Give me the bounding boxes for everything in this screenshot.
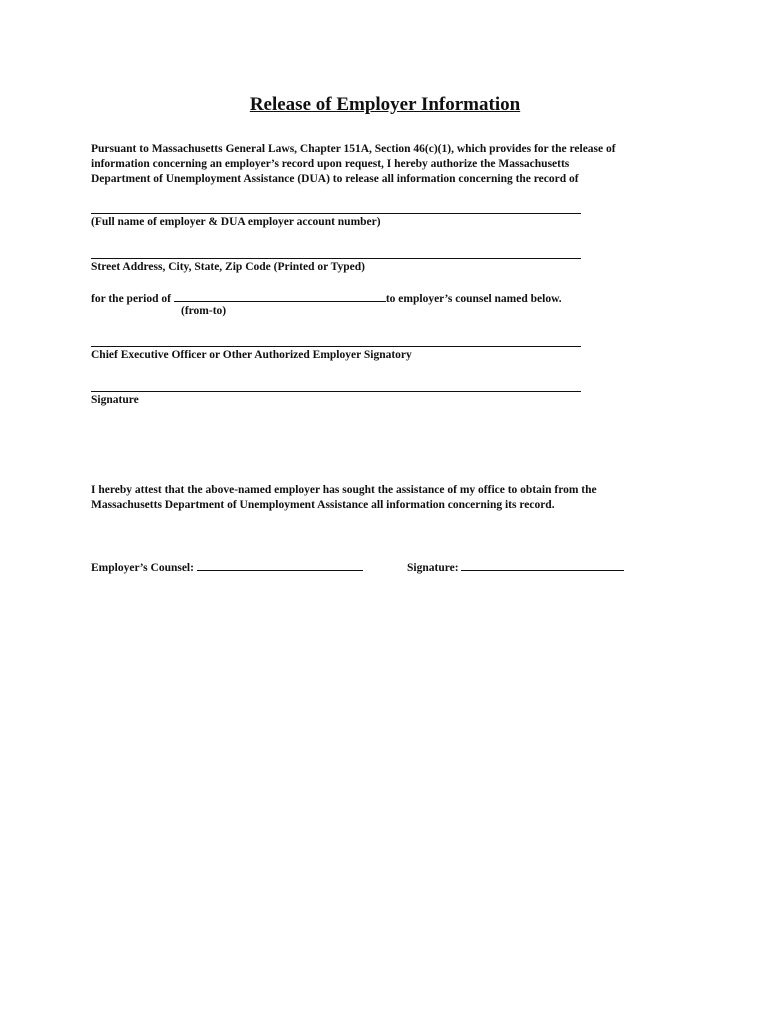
- intro-line: Department of Unemployment Assistance (DUA) to release all information concerning the record of: [91, 173, 579, 185]
- document-title: Release of Employer Information: [249, 94, 521, 115]
- counsel-signature-label: Signature:: [407, 562, 459, 574]
- period-line: [91, 290, 562, 305]
- attest-paragraph: [91, 483, 691, 513]
- counsel-name-field[interactable]: [197, 559, 363, 571]
- period-field[interactable]: [174, 290, 386, 302]
- counsel-signature-line: [407, 559, 624, 574]
- employer-name-field[interactable]: [91, 213, 581, 214]
- period-suffix: to employer’s counsel named below.: [385, 293, 562, 305]
- counsel-label: Employer’s Counsel:: [91, 562, 194, 574]
- employer-signature-caption: Signature: [91, 394, 139, 406]
- intro-line: Pursuant to Massachusetts General Laws, Chapter 151A, Section 46(c)(1), which provides for the release of: [91, 143, 616, 155]
- intro-line: information concerning an employer’s record upon request, I hereby authorize the Massachusetts: [91, 158, 570, 170]
- attest-line: Massachusetts Department of Unemployment Assistance all information concerning its record.: [91, 499, 555, 511]
- period-prefix: for the period of: [91, 293, 171, 305]
- counsel-line: [91, 559, 363, 574]
- employer-name-caption: (Full name of employer & DUA employer account number): [91, 216, 381, 228]
- employer-address-caption: Street Address, City, State, Zip Code (Printed or Typed): [91, 261, 365, 273]
- signatory-caption: Chief Executive Officer or Other Authorized Employer Signatory: [91, 349, 412, 361]
- period-caption: (from-to): [181, 305, 227, 317]
- attest-line: I hereby attest that the above-named employer has sought the assistance of my office to obtain from the: [91, 484, 597, 496]
- signatory-field[interactable]: [91, 346, 581, 347]
- intro-paragraph: [91, 142, 691, 187]
- employer-signature-field[interactable]: [91, 391, 581, 392]
- employer-address-field[interactable]: [91, 258, 581, 259]
- counsel-signature-field[interactable]: [461, 559, 624, 571]
